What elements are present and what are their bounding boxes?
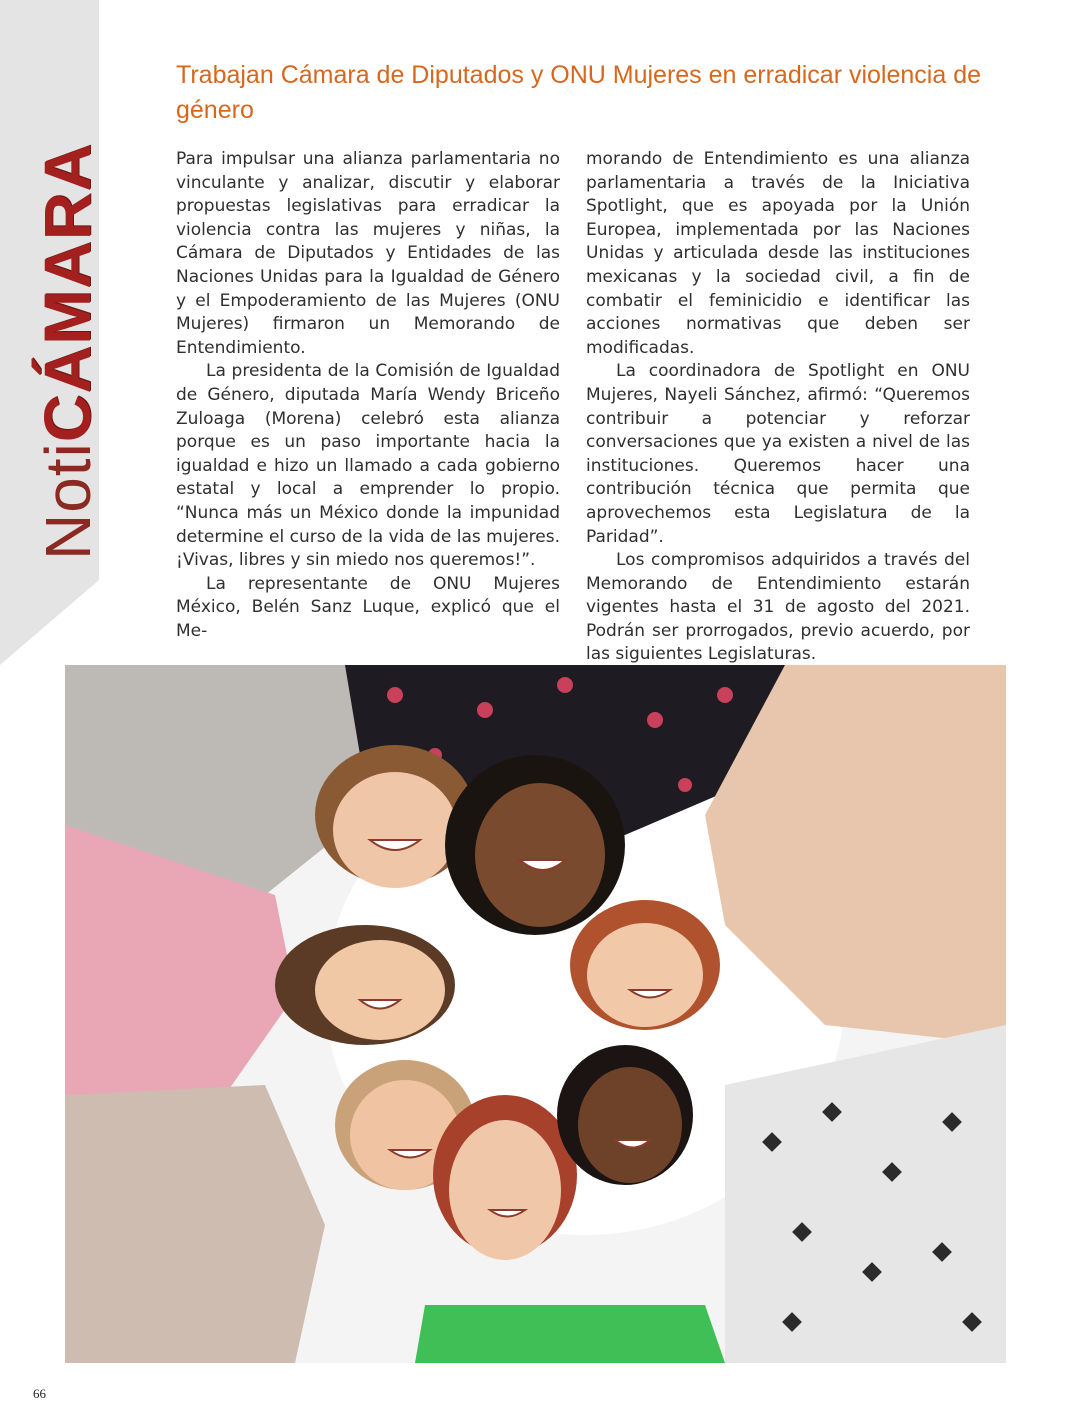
paragraph: La coordinadora de Spotlight en ONU Mujeres, Nayeli Sánchez, afirmó: “Queremos contribuir a potenciar y reforzar conversaciones que ya existen a nivel de las instituciones. Queremos hacer una contribución técnica que permita que aprovechemos esta Legislatura de la Paridad”. (586, 361, 970, 547)
group-photo (65, 665, 1006, 1363)
paragraph: morando de Entendimiento es una alianza parlamentaria a través de la Iniciativa Spotlight, que es apoyada por la Unión Europea, implementada por las Naciones Unidas y articulada desde las instituciones mexicanas y la sociedad civil, a fin de combatir el feminicidio e identificar las acciones normativas que deben ser modificadas. (586, 149, 970, 358)
masthead-main: CÁMARA (30, 142, 104, 443)
text-column-right (586, 148, 970, 667)
women-circle-illustration (65, 665, 1006, 1363)
article-headline: Trabajan Cámara de Diputados y ONU Mujeres en erradicar violencia de género (176, 61, 982, 124)
green-top (415, 1305, 725, 1363)
page-number: 66 (33, 1386, 46, 1401)
paragraph: Para impulsar una alianza parlamentaria no vinculante y analizar, discutir y elaborar propuestas legislativas para erradicar la violencia contra las mujeres y niñas, la Cámara de Diputados y Entidades de las Naciones Unidas para la Igualdad de Género y el Empoderamiento de las Mujeres (ONU Mujeres) firmaron un Memorando de Entendimiento. (176, 149, 560, 358)
masthead-prefix: Noti (32, 442, 104, 560)
paragraph: La presidenta de la Comisión de Igualdad de Género, diputada María Wendy Briceño Zuloaga (Morena) celebró esta alianza porque es un paso importante hacia la igualdad e hizo un llamado a cada gobierno estatal y local a emprender lo propio. “Nunca más un México donde la impunidad determine el curso de la vida de las mujeres. ¡Vivas, libres y sin miedo nos queremos!”. (176, 361, 560, 571)
section-masthead (30, 142, 104, 560)
text-column-left (176, 148, 560, 643)
paragraph: Los compromisos adquiridos a través del Memorando de Entendimiento estarán vigentes hasta el 31 de agosto del 2021. Podrán ser prorrogados, previo acuerdo, por las siguientes Legislaturas. (586, 550, 970, 665)
paragraph: La representante de ONU Mujeres México, Belén Sanz Luque, explicó que el Me- (176, 573, 560, 641)
